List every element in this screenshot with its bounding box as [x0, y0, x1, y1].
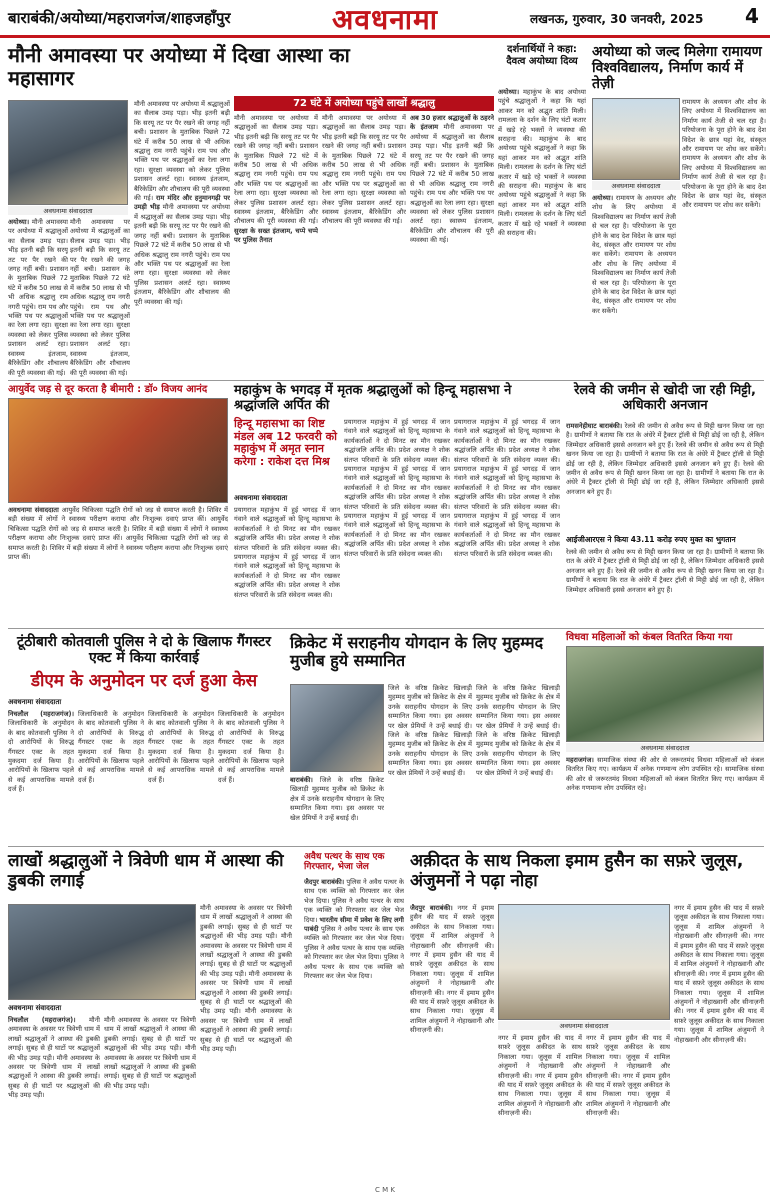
story1-sub1: सुरक्षा के सख्त इंतजाम, चप्पे चप्पे पर पुलिस तैनात [234, 226, 318, 245]
story12-text-g: नगर में इमाम हुसैन की याद में सफ़रे जुलूस अकीदत के साथ निकाला गया। जुलूस में शामिल अंजुमनों ने नोहाख्वानी और सीनाज़नी की। [586, 1071, 670, 1118]
story1-text-b: मौनी अमावस्या पर अयोध्या में श्रद्धालुओं का सैलाब उमड़ पड़ा। भीड़ इतनी बढ़ी कि सरयू तट पर पैर रखने की जगह नहीं बची। प्रशासन के मुताबिक पिछले 72 घंटे में करीब 50 लाख से भी अधिक श्रद्धालु राम नगरी पहुंचे। राम पथ और भक्ति पथ पर श्रद्धालुओं का रेला लगा रहा। सुरक्षा व्यवस्था को लेकर पुलिस प्रशासन अलर्ट रहा। स्वास्थ्य इंतजाम, बैरिकेडिंग और शौचालय की पूरी व्यवस्था की गई। [70, 218, 130, 377]
story5-headline: महाकुंभ के भगदड़ में मृतक श्रद्धालुओं को हिन्दू महासभा ने श्रद्धांजलि अर्पित की [234, 383, 512, 413]
story4-text: आयुर्वेद चिकित्सा पद्धति रोगों को जड़ से समाप्त करती है। शिविर में बड़ी संख्या में लोगों ने स्वास्थ्य परीक्षण कराया और निःशुल्क दवाएं प्राप्त कीं। [8, 506, 228, 524]
story12-text-d: नगर में इमाम हुसैन की याद में सफ़रे जुलूस अकीदत के साथ निकाला गया। जुलूस में शामिल अंजुमनों ने नोहाख्वानी और सीनाज़नी की। [498, 1034, 582, 1080]
dateline: लखनऊ, गुरुवार, 30 जनवरी, 2025 [530, 12, 704, 26]
story3-text: रामायण के अध्ययन और शोध के लिए अयोध्या में विश्वविद्यालय का निर्माण कार्य तेजी से चल रहा है। परियोजना के पूरा होने के बाद देश विदेश के छात्र यहां वेद, संस्कृत और रामायण पर शोध कर सकेंगे। [592, 194, 676, 259]
story3-byline: अयोध्या। [592, 194, 614, 202]
story7-byline: महराजगंज। [566, 756, 594, 764]
story12-text-j: नगर में इमाम हुसैन की याद में सफ़रे जुलूस अकीदत के साथ निकाला गया। जुलूस में शामिल अंजुमनों ने नोहाख्वानी और सीनाज़नी की। [674, 969, 764, 1016]
story5-body-col2 [344, 418, 450, 626]
story4-text-b: आयुर्वेद चिकित्सा पद्धति रोगों को जड़ से समाप्त करती है। शिविर में बड़ी संख्या में लोगों ने स्वास्थ्य परीक्षण कराया और निःशुल्क दवाएं प्राप्त कीं। [8, 515, 228, 543]
story12-body [410, 904, 494, 1182]
story4-text-c: आयुर्वेद चिकित्सा पद्धति रोगों को जड़ से समाप्त करती है। शिविर में बड़ी संख्या में लोगों ने स्वास्थ्य परीक्षण कराया और निःशुल्क दवाएं प्राप्त कीं। [8, 534, 228, 562]
story10-text-c: मौनी अमावस्या के अवसर पर त्रिवेणी धाम में लाखों श्रद्धालुओं ने आस्था की डुबकी लगाई। सुबह से ही घाटों पर श्रद्धालुओं की भीड़ उमड़ पड़ी। [104, 1016, 196, 1053]
story2-text-b: महाकुंभ के बाद अयोध्या पहुंचे श्रद्धालुओं ने कहा कि यहां आकर मन को अद्भुत शांति मिली। रामलला के दर्शन के लिए घंटों कतार में खड़े रहे भक्तों ने व्यवस्था की सराहना की। [498, 135, 586, 191]
story7-text: सामाजिक संस्था की ओर से जरूरतमंद विधवा महिलाओं को कंबल वितरित किए गए। कार्यक्रम में अनेक गणमान्य लोग उपस्थित रहे। [566, 756, 764, 774]
story2-byline: अयोध्या। [498, 88, 520, 96]
story9-photo [290, 684, 384, 772]
story12-text-h: नगर में इमाम हुसैन की याद में सफ़रे जुलूस अकीदत के साथ निकाला गया। जुलूस में शामिल अंजुमनों ने नोहाख्वानी और सीनाज़नी की। [674, 904, 764, 941]
story6-body-2 [566, 548, 764, 620]
footer-color-mark: C M K [375, 1186, 395, 1194]
story4-photo [8, 398, 228, 503]
story3-text-b: रामायण के अध्ययन और शोध के लिए अयोध्या में विश्वविद्यालय का निर्माण कार्य तेजी से चल रहा है। परियोजना के पूरा होने के बाद देश विदेश के छात्र यहां वेद, संस्कृत और रामायण पर शोध कर सकेंगे। [592, 250, 676, 315]
story9-body-col2 [388, 684, 472, 842]
story8-headline: टूंठीबारी कोतवाली पुलिस ने दो के खिलाफ गैंगस्टर एक्ट में किया कार्रवाई [17, 634, 271, 667]
story1-byline: अयोध्या। [8, 218, 30, 226]
story7-photo [566, 646, 764, 742]
story5-boxhead: हिन्दू महासभा का शिष्ट मंडल अब 12 फरवरी को महाकुंभ में अमृत स्नान करेगा : राकेश दत्त मिश्र [234, 417, 337, 468]
story10-text-b: मौनी अमावस्या के अवसर पर त्रिवेणी धाम में लाखों श्रद्धालुओं ने आस्था की डुबकी लगाई। सुबह से ही घाटों पर श्रद्धालुओं की भीड़ उमड़ पड़ी। [8, 1053, 100, 1100]
story7-body [566, 756, 764, 842]
divider [8, 380, 764, 381]
story12-text-c: नगर में इमाम हुसैन की याद में सफ़रे जुलूस अकीदत के साथ निकाला गया। जुलूस में शामिल अंजुमनों ने नोहाख्वानी और सीनाज़नी की। [410, 988, 494, 1035]
story1-caption: अवधनामा संवाददाता [8, 206, 128, 215]
story6-byline: रामसनेहीघाट बाराबंकी। [566, 422, 623, 430]
story8-text-b: जिलाधिकारी के अनुमोदन के बाद कोतवाली पुलिस ने दो आरोपियों के विरुद्ध गैंगस्टर एक्ट के तहत मुकदमा दर्ज किया है। आरोपियों के खिलाफ पहले से कई आपराधिक मामले दर्ज हैं। [78, 710, 144, 784]
story10-dateline: निचलौल (महराजगंज)। [8, 1016, 76, 1024]
story1-body-col6 [410, 114, 494, 378]
story5-body [234, 506, 340, 626]
story7-headline: विधवा महिलाओं को कंबल वितरित किया गया [566, 632, 733, 643]
story10-text-e: मौनी अमावस्या के अवसर पर त्रिवेणी धाम में लाखों श्रद्धालुओं ने आस्था की डुबकी लगाई। सुबह से ही घाटों पर श्रद्धालुओं की भीड़ उमड़ पड़ी। [200, 904, 292, 941]
story9-body-col3 [476, 684, 560, 842]
story10-body-col2 [104, 1016, 196, 1182]
story3-body-col2 [682, 98, 766, 378]
page-number: 4 [745, 4, 759, 28]
story10-text-h: मौनी अमावस्या के अवसर पर त्रिवेणी धाम में लाखों श्रद्धालुओं ने आस्था की डुबकी लगाई। सुबह से ही घाटों पर श्रद्धालुओं की भीड़ उमड़ पड़ी। [200, 1007, 292, 1054]
story3-body [592, 194, 676, 378]
story1-body-col5 [322, 114, 406, 378]
story1-photo [8, 100, 128, 205]
story9-text: जिले के वरिष्ठ क्रिकेट खिलाड़ी मुहम्मद मुजीब को क्रिकेट के क्षेत्र में उनके सराहनीय योगदान के लिए सम्मानित किया गया। इस अवसर पर खेल प्रेमियों ने उन्हें बधाई दी। [290, 776, 384, 822]
story8-text: जिलाधिकारी के अनुमोदन के बाद कोतवाली पुलिस ने दो आरोपियों के विरुद्ध गैंगस्टर एक्ट के तहत मुकदमा दर्ज किया है। आरोपियों के खिलाफ पहले से कई आपराधिक मामले दर्ज हैं। [8, 719, 74, 794]
story12-byline: जैदपुर बाराबंकी। [410, 904, 453, 912]
story12-caption: अवधनामा संवाददाता [498, 1021, 670, 1030]
story9-text-d: जिले के वरिष्ठ क्रिकेट खिलाड़ी मुहम्मद मुजीब को क्रिकेट के क्षेत्र में उनके सराहनीय योगदान के लिए सम्मानित किया गया। इस अवसर पर खेल प्रेमियों ने उन्हें बधाई दी। [476, 684, 560, 730]
story11-text-e: पुलिस ने अवैध पत्थर के साथ एक व्यक्ति को गिरफ्तार कर जेल भेज दिया। [304, 953, 404, 981]
story12-body-col4 [674, 904, 764, 1182]
story3-text-d: रामायण के अध्ययन और शोध के लिए अयोध्या में विश्वविद्यालय का निर्माण कार्य तेजी से चल रहा है। परियोजना के पूरा होने के बाद देश विदेश के छात्र यहां वेद, संस्कृत और रामायण पर शोध कर सकेंगे। [682, 154, 766, 210]
story1-body-col4 [234, 114, 318, 378]
story1-body [8, 218, 68, 378]
story10-text-f: मौनी अमावस्या के अवसर पर त्रिवेणी धाम में लाखों श्रद्धालुओं ने आस्था की डुबकी लगाई। सुबह से ही घाटों पर श्रद्धालुओं की भीड़ उमड़ पड़ी। [200, 932, 292, 978]
story12-text-i: नगर में इमाम हुसैन की याद में सफ़रे जुलूस अकीदत के साथ निकाला गया। जुलूस में शामिल अंजुमनों ने नोहाख्वानी और सीनाज़नी की। [674, 932, 764, 978]
story11-text-d: पुलिस ने अवैध पत्थर के साथ एक व्यक्ति को गिरफ्तार कर जेल भेज दिया। [304, 943, 404, 962]
story6-body [566, 422, 764, 534]
story12-text: नगर में इमाम हुसैन की याद में सफ़रे जुलूस अकीदत के साथ निकाला गया। जुलूस में शामिल अंजुमनों ने नोहाख्वानी और सीनाज़नी की। [410, 904, 494, 950]
story5-byline: अवधनामा संवाददाता [234, 494, 288, 502]
story6-text-c: रेलवे की जमीन से अवैध रूप से मिट्टी खनन किया जा रहा है। ग्रामीणों ने बताया कि रात के अंधेरे में ट्रैक्टर ट्रॉली से मिट्टी ढोई जा रही है, लेकिन जिम्मेदार अधिकारी इससे अनजान बने हुए हैं। [566, 459, 764, 496]
story2-text: महाकुंभ के बाद अयोध्या पहुंचे श्रद्धालुओं ने कहा कि यहां आकर मन को अद्भुत शांति मिली। रामलला के दर्शन के लिए घंटों कतार में खड़े रहे भक्तों ने व्यवस्था की सराहना की। [498, 88, 586, 144]
story6-text-d: रेलवे की जमीन से अवैध रूप से मिट्टी खनन किया जा रहा है। ग्रामीणों ने बताया कि रात के अंधेरे में ट्रैक्टर ट्रॉली से मिट्टी ढोई जा रही है, लेकिन जिम्मेदार अधिकारी इससे अनजान बने हुए हैं। [566, 548, 764, 575]
story9-headline: क्रिकेट में सराहनीय योगदान के लिए मुहम्मद मुजीब हुये सम्मानित [290, 633, 544, 671]
story12-headline: अक़ीदत के साथ निकला इमाम हुसैन का सफ़रे जुलूस, अंजुमनों ने पढ़ा नोहा [410, 851, 744, 891]
story1-text-f: मौनी अमावस्या पर अयोध्या में श्रद्धालुओं का सैलाब उमड़ पड़ा। भीड़ इतनी बढ़ी कि सरयू तट पर पैर रखने की जगह नहीं बची। प्रशासन के मुताबिक पिछले 72 घंटे में करीब 50 लाख से भी अधिक श्रद्धालु राम नगरी पहुंचे। राम पथ और भक्ति पथ पर श्रद्धालुओं का रेला लगा रहा। सुरक्षा व्यवस्था को लेकर पुलिस प्रशासन अलर्ट रहा। स्वास्थ्य इंतजाम, बैरिकेडिंग और शौचालय की पूरी व्यवस्था की गई। [322, 114, 406, 226]
story10-headline: लाखों श्रद्धालुओं ने त्रिवेणी धाम में आस्था की डुबकी लगाई [8, 851, 284, 891]
story12-body-col3 [586, 1034, 670, 1182]
story4-body [8, 506, 228, 626]
story1-text-d: मौनी अमावस्या पर अयोध्या में श्रद्धालुओं का सैलाब उमड़ पड़ा। भीड़ इतनी बढ़ी कि सरयू तट पर पैर रखने की जगह नहीं बची। प्रशासन के मुताबिक पिछले 72 घंटे में करीब 50 लाख से भी अधिक श्रद्धालु राम नगरी पहुंचे। राम पथ और भक्ति पथ पर श्रद्धालुओं का रेला लगा रहा। सुरक्षा व्यवस्था को लेकर पुलिस प्रशासन अलर्ट रहा। स्वास्थ्य इंतजाम, बैरिकेडिंग और शौचालय की पूरी व्यवस्था की गई। [134, 203, 230, 306]
story12-body-col2 [498, 1034, 582, 1182]
story9-text-b: जिले के वरिष्ठ क्रिकेट खिलाड़ी मुहम्मद मुजीब को क्रिकेट के क्षेत्र में उनके सराहनीय योगदान के लिए सम्मानित किया गया। इस अवसर पर खेल प्रेमियों ने उन्हें बधाई दी। [388, 684, 472, 730]
newspaper-logo: अवधनामा [332, 3, 438, 36]
story8-body-col4 [218, 710, 284, 842]
story10-text: मौनी अमावस्या के अवसर पर त्रिवेणी धाम में लाखों श्रद्धालुओं ने आस्था की डुबकी लगाई। सुबह से ही घाटों पर श्रद्धालुओं की भीड़ उमड़ पड़ी। [8, 1016, 100, 1062]
story12-text-e: नगर में इमाम हुसैन की याद में सफ़रे जुलूस अकीदत के साथ निकाला गया। जुलूस में शामिल अंजुमनों ने नोहाख्वानी और सीनाज़नी की। [498, 1071, 582, 1118]
story1-text-e: मौनी अमावस्या पर अयोध्या में श्रद्धालुओं का सैलाब उमड़ पड़ा। भीड़ इतनी बढ़ी कि सरयू तट पर पैर रखने की जगह नहीं बची। प्रशासन के मुताबिक पिछले 72 घंटे में करीब 50 लाख से भी अधिक श्रद्धालु राम नगरी पहुंचे। राम पथ और भक्ति पथ पर श्रद्धालुओं का रेला लगा रहा। सुरक्षा व्यवस्था को लेकर पुलिस प्रशासन अलर्ट रहा। स्वास्थ्य इंतजाम, बैरिकेडिंग और शौचालय की पूरी व्यवस्था की गई। [234, 114, 318, 226]
story5-text-b: प्रयागराज महाकुंभ में हुई भगदड़ में जान गंवाने वाले श्रद्धालुओं को हिन्दू महासभा के कार्यकर्ताओं ने दो मिनट का मौन रखकर श्रद्धांजलि अर्पित की। प्रदेश अध्यक्ष ने शोक संतप्त परिवारों के प्रति संवेदना व्यक्त की। [234, 553, 340, 599]
story1-sub3: अब 30 हजार श्रद्धालुओं के ठहरने के इंतजाम [410, 114, 494, 132]
story1-subhead: 72 घंटे में अयोध्या पहुंचे लाखों श्रद्धालु [234, 96, 494, 111]
divider [8, 846, 764, 847]
story1-body-col2 [70, 218, 130, 378]
story7-caption: अवधनामा संवाददाता [566, 743, 764, 752]
story9-byline: बाराबंकी। [290, 776, 313, 784]
story2-body [498, 88, 586, 378]
story1-text-g: मौनी अमावस्या पर अयोध्या में श्रद्धालुओं का सैलाब उमड़ पड़ा। भीड़ इतनी बढ़ी कि सरयू तट पर पैर रखने की जगह नहीं बची। प्रशासन के मुताबिक पिछले 72 घंटे में करीब 50 लाख से भी अधिक श्रद्धालु राम नगरी पहुंचे। राम पथ और भक्ति पथ पर श्रद्धालुओं का रेला लगा रहा। सुरक्षा व्यवस्था को लेकर पुलिस प्रशासन अलर्ट रहा। स्वास्थ्य इंतजाम, बैरिकेडिंग और शौचालय की पूरी व्यवस्था की गई। [410, 123, 494, 245]
story11-body [304, 878, 404, 1182]
story11-sub1: भारतीय सीमा में प्रवेश के लिए लगी पाबंदी [304, 915, 404, 934]
story8-body [8, 710, 74, 842]
story3-caption: अवधनामा संवाददाता [592, 181, 680, 190]
story7-text-b: सामाजिक संस्था की ओर से जरूरतमंद विधवा महिलाओं को कंबल वितरित किए गए। कार्यक्रम में अनेक गणमान्य लोग उपस्थित रहे। [566, 765, 764, 793]
story4-headline: आयुर्वेद जड़ से दूर करता है बीमारी : डॉ० विजय आनंद [8, 384, 208, 395]
divider [8, 628, 764, 629]
story11-headline: अवैध पत्थर के साथ एक गिरफ्तार, भेजा जेल [304, 852, 385, 873]
story5-body-col3 [454, 418, 560, 626]
story6-text-e: रेलवे की जमीन से अवैध रूप से मिट्टी खनन किया जा रहा है। ग्रामीणों ने बताया कि रात के अंधेरे में ट्रैक्टर ट्रॉली से मिट्टी ढोई जा रही है, लेकिन जिम्मेदार अधिकारी इससे अनजान बने हुए हैं। [566, 566, 764, 594]
story5-text-h: प्रयागराज महाकुंभ में हुई भगदड़ में जान गंवाने वाले श्रद्धालुओं को हिन्दू महासभा के कार्यकर्ताओं ने दो मिनट का मौन रखकर श्रद्धांजलि अर्पित की। प्रदेश अध्यक्ष ने शोक संतप्त परिवारों के प्रति संवेदना व्यक्त की। [454, 512, 560, 558]
story1-text-c: मौनी अमावस्या पर अयोध्या में श्रद्धालुओं का सैलाब उमड़ पड़ा। भीड़ इतनी बढ़ी कि सरयू तट पर पैर रखने की जगह नहीं बची। प्रशासन के मुताबिक पिछले 72 घंटे में करीब 50 लाख से भी अधिक श्रद्धालु राम नगरी पहुंचे। राम पथ और भक्ति पथ पर श्रद्धालुओं का रेला लगा रहा। सुरक्षा व्यवस्था को लेकर पुलिस प्रशासन अलर्ट रहा। स्वास्थ्य इंतजाम, बैरिकेडिंग और शौचालय की पूरी व्यवस्था की गई। [134, 100, 230, 203]
story10-text-d: मौनी अमावस्या के अवसर पर त्रिवेणी धाम में लाखों श्रद्धालुओं ने आस्था की डुबकी लगाई। सुबह से ही घाटों पर श्रद्धालुओं की भीड़ उमड़ पड़ी। [104, 1044, 196, 1090]
story11-text-c: पुलिस ने अवैध पत्थर के साथ एक व्यक्ति को गिरफ्तार कर जेल भेज दिया। [304, 925, 404, 943]
story10-text-g: मौनी अमावस्या के अवसर पर त्रिवेणी धाम में लाखों श्रद्धालुओं ने आस्था की डुबकी लगाई। सुबह से ही घाटों पर श्रद्धालुओं की भीड़ उमड़ पड़ी। [200, 969, 292, 1016]
story3-photo [592, 98, 680, 180]
story5-text-c: प्रयागराज महाकुंभ में हुई भगदड़ में जान गंवाने वाले श्रद्धालुओं को हिन्दू महासभा के कार्यकर्ताओं ने दो मिनट का मौन रखकर श्रद्धांजलि अर्पित की। प्रदेश अध्यक्ष ने शोक संतप्त परिवारों के प्रति संवेदना व्यक्त की। [344, 418, 450, 464]
story8-subhead: डीएम के अनुमोदन पर दर्ज हुआ केस [30, 671, 258, 691]
story1-text-a: मौनी अमावस्या पर अयोध्या में श्रद्धालुओं का सैलाब उमड़ पड़ा। भीड़ इतनी बढ़ी कि सरयू तट पर पैर रखने की जगह नहीं बची। प्रशासन के मुताबिक पिछले 72 घंटे में करीब 50 लाख से भी अधिक श्रद्धालु राम नगरी पहुंचे। राम पथ और भक्ति पथ पर श्रद्धालुओं का रेला लगा रहा। सुरक्षा व्यवस्था को लेकर पुलिस प्रशासन अलर्ट रहा। स्वास्थ्य इंतजाम, बैरिकेडिंग और शौचालय की पूरी व्यवस्था की गई। [8, 218, 68, 377]
story10-photo [8, 904, 196, 1000]
story1-headline: मौनी अमावस्या पर अयोध्या में दिखा आस्था का महासागर [8, 43, 350, 90]
section-title: बाराबंकी/अयोध्या/महराजगंज/शाहजहाँपुर [8, 9, 231, 27]
story12-text-f: नगर में इमाम हुसैन की याद में सफ़रे जुलूस अकीदत के साथ निकाला गया। जुलूस में शामिल अंजुमनों ने नोहाख्वानी और सीनाज़नी की। [586, 1034, 670, 1080]
story8-body-col3 [148, 710, 214, 842]
story10-body-col3 [200, 904, 292, 1182]
story1-body-col3 [134, 100, 230, 378]
story5-text: प्रयागराज महाकुंभ में हुई भगदड़ में जान गंवाने वाले श्रद्धालुओं को हिन्दू महासभा के कार्यकर्ताओं ने दो मिनट का मौन रखकर श्रद्धांजलि अर्पित की। प्रदेश अध्यक्ष ने शोक संतप्त परिवारों के प्रति संवेदना व्यक्त की। [234, 506, 340, 552]
story11-byline: जैदपुर बाराबंकी। [304, 878, 345, 886]
story5-text-d: प्रयागराज महाकुंभ में हुई भगदड़ में जान गंवाने वाले श्रद्धालुओं को हिन्दू महासभा के कार्यकर्ताओं ने दो मिनट का मौन रखकर श्रद्धांजलि अर्पित की। प्रदेश अध्यक्ष ने शोक संतप्त परिवारों के प्रति संवेदना व्यक्त की। [344, 465, 450, 511]
story8-byline: अवधनामा संवाददाता [8, 698, 62, 706]
story10-body [8, 1016, 100, 1182]
story5-text-f: प्रयागराज महाकुंभ में हुई भगदड़ में जान गंवाने वाले श्रद्धालुओं को हिन्दू महासभा के कार्यकर्ताओं ने दो मिनट का मौन रखकर श्रद्धांजलि अर्पित की। प्रदेश अध्यक्ष ने शोक संतप्त परिवारों के प्रति संवेदना व्यक्त की। [454, 418, 560, 464]
story1-sub2: राम मंदिर और हनुमानगढ़ी पर उमड़ी भीड़ [134, 194, 230, 212]
story12-photo [498, 904, 670, 1020]
story6-text: रेलवे की जमीन से अवैध रूप से मिट्टी खनन किया जा रहा है। ग्रामीणों ने बताया कि रात के अंधेरे में ट्रैक्टर ट्रॉली से मिट्टी ढोई जा रही है, लेकिन जिम्मेदार अधिकारी इससे अनजान बने हुए हैं। [566, 422, 764, 449]
story9-text-e: जिले के वरिष्ठ क्रिकेट खिलाड़ी मुहम्मद मुजीब को क्रिकेट के क्षेत्र में उनके सराहनीय योगदान के लिए सम्मानित किया गया। इस अवसर पर खेल प्रेमियों ने उन्हें बधाई दी। [476, 731, 560, 777]
story9-body [290, 776, 384, 842]
story8-text-c: जिलाधिकारी के अनुमोदन के बाद कोतवाली पुलिस ने दो आरोपियों के विरुद्ध गैंगस्टर एक्ट के तहत मुकदमा दर्ज किया है। आरोपियों के खिलाफ पहले से कई आपराधिक मामले दर्ज हैं। [148, 710, 214, 784]
story12-text-b: नगर में इमाम हुसैन की याद में सफ़रे जुलूस अकीदत के साथ निकाला गया। जुलूस में शामिल अंजुमनों ने नोहाख्वानी और सीनाज़नी की। [410, 951, 494, 997]
story5-text-g: प्रयागराज महाकुंभ में हुई भगदड़ में जान गंवाने वाले श्रद्धालुओं को हिन्दू महासभा के कार्यकर्ताओं ने दो मिनट का मौन रखकर श्रद्धांजलि अर्पित की। प्रदेश अध्यक्ष ने शोक संतप्त परिवारों के प्रति संवेदना व्यक्त की। [454, 465, 560, 511]
story10-byline: अवधनामा संवाददाता [8, 1004, 62, 1012]
story2-text-c: महाकुंभ के बाद अयोध्या पहुंचे श्रद्धालुओं ने कहा कि यहां आकर मन को अद्भुत शांति मिली। रामलला के दर्शन के लिए घंटों कतार में खड़े रहे भक्तों ने व्यवस्था की सराहना की। [498, 182, 586, 238]
story12-text-k: नगर में इमाम हुसैन की याद में सफ़रे जुलूस अकीदत के साथ निकाला गया। जुलूस में शामिल अंजुमनों ने नोहाख्वानी और सीनाज़नी की। [674, 1007, 764, 1044]
story3-headline: अयोध्या को जल्द मिलेगा रामायण विश्वविद्यालय, निर्माण कार्य में तेज़ी [592, 44, 762, 93]
story3-text-c: रामायण के अध्ययन और शोध के लिए अयोध्या में विश्वविद्यालय का निर्माण कार्य तेजी से चल रहा है। परियोजना के पूरा होने के बाद देश विदेश के छात्र यहां वेद, संस्कृत और रामायण पर शोध कर सकेंगे। [682, 98, 766, 154]
story8-dateline: निचलौल (महराजगंज)। [8, 710, 74, 718]
story6-headline: रेलवे की जमीन से खोदी जा रही मिट्टी, अधिकारी अनजान [574, 383, 756, 413]
story6-text-b: रेलवे की जमीन से अवैध रूप से मिट्टी खनन किया जा रहा है। ग्रामीणों ने बताया कि रात के अंधेरे में ट्रैक्टर ट्रॉली से मिट्टी ढोई जा रही है, लेकिन जिम्मेदार अधिकारी इससे अनजान बने हुए हैं। [566, 440, 764, 468]
story2-headline: दर्शनार्थियों ने कहा: दैवत्व अयोध्या दिव्य [506, 44, 578, 67]
story6-sub1: आईजीआरएस ने किया 43.11 करोड़ रुपए मुक्त का भुगतान [566, 535, 736, 544]
story4-byline: अवधनामा संवाददाता [8, 506, 59, 514]
story9-text-c: जिले के वरिष्ठ क्रिकेट खिलाड़ी मुहम्मद मुजीब को क्रिकेट के क्षेत्र में उनके सराहनीय योगदान के लिए सम्मानित किया गया। इस अवसर पर खेल प्रेमियों ने उन्हें बधाई दी। [388, 731, 472, 777]
story11-text: पुलिस ने अवैध पत्थर के साथ एक व्यक्ति को गिरफ्तार कर जेल भेज दिया। [304, 878, 404, 905]
story5-text-e: प्रयागराज महाकुंभ में हुई भगदड़ में जान गंवाने वाले श्रद्धालुओं को हिन्दू महासभा के कार्यकर्ताओं ने दो मिनट का मौन रखकर श्रद्धांजलि अर्पित की। प्रदेश अध्यक्ष ने शोक संतप्त परिवारों के प्रति संवेदना व्यक्त की। [344, 512, 450, 558]
story8-text-d: जिलाधिकारी के अनुमोदन के बाद कोतवाली पुलिस ने दो आरोपियों के विरुद्ध गैंगस्टर एक्ट के तहत मुकदमा दर्ज किया है। आरोपियों के खिलाफ पहले से कई आपराधिक मामले दर्ज हैं। [218, 710, 284, 784]
story11-text-b: पुलिस ने अवैध पत्थर के साथ एक व्यक्ति को गिरफ्तार कर जेल भेज दिया। [304, 896, 404, 924]
story8-body-col2 [78, 710, 144, 842]
